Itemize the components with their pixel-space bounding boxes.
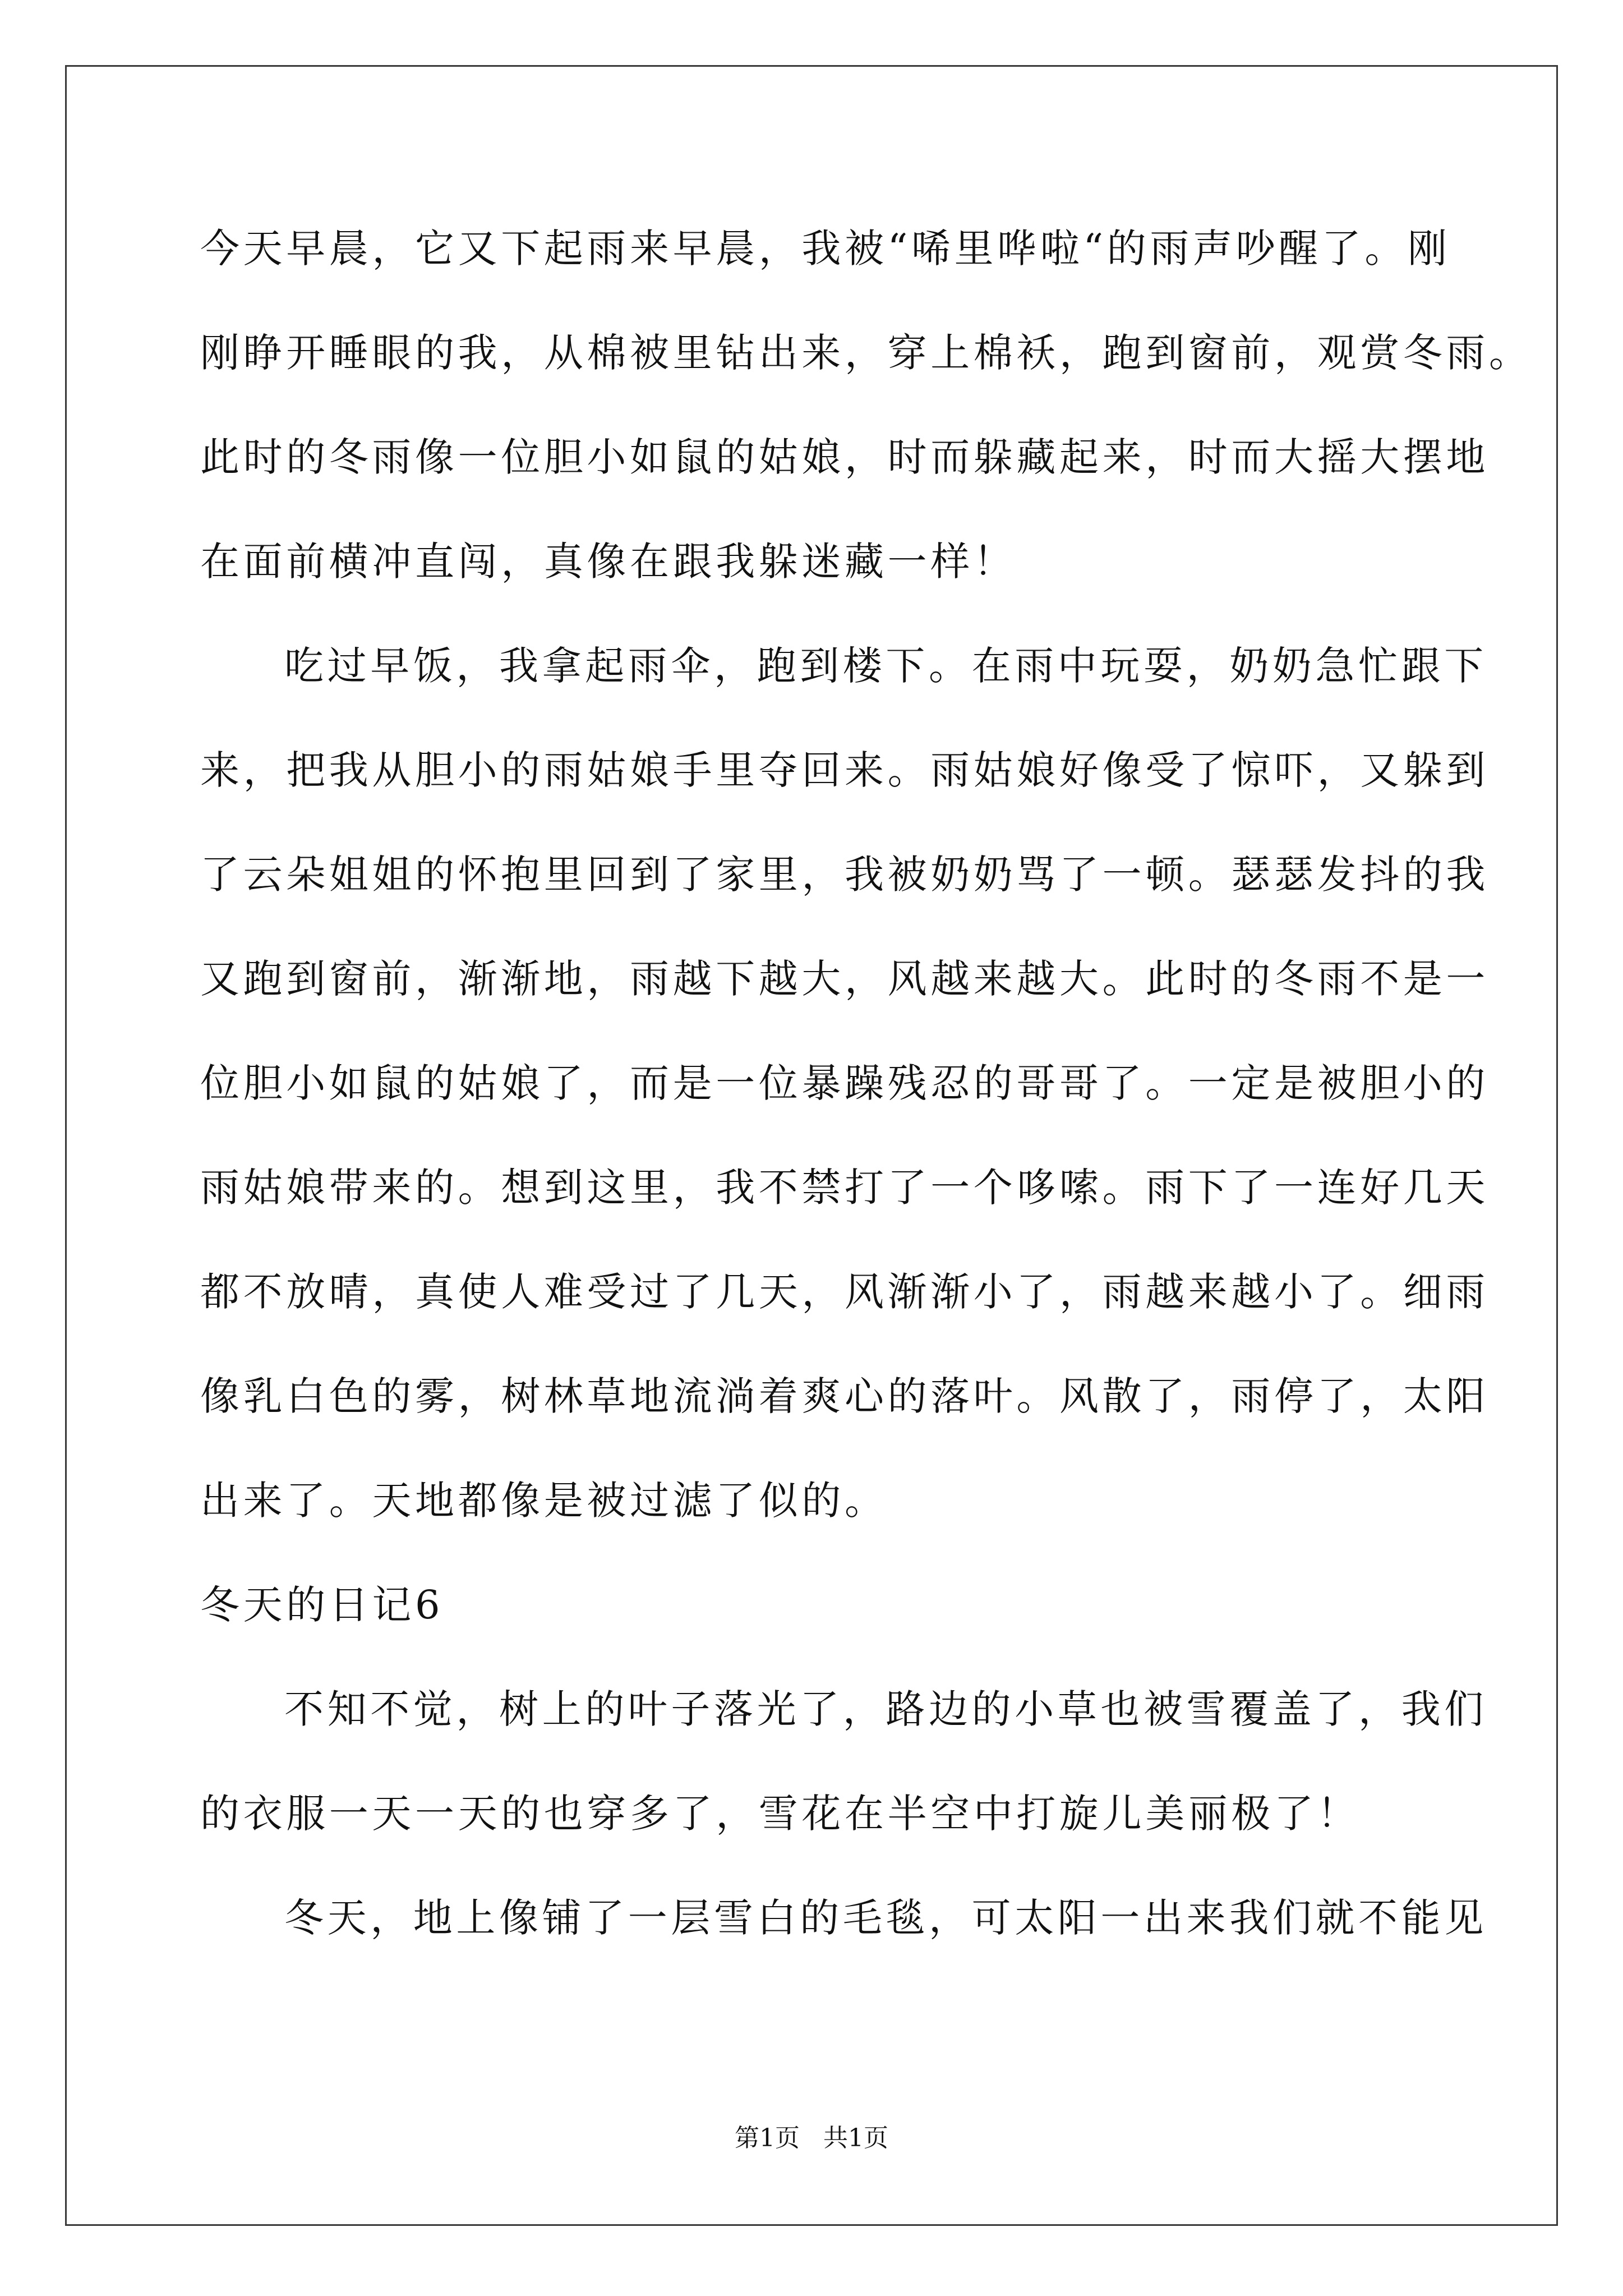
paragraph-2-line-1: 吃过早饭，我拿起雨伞，跑到楼下。在雨中玩耍，奶奶急忙跟下 (284, 643, 1487, 689)
paragraph-2-line-4: 又跑到窗前，渐渐地，雨越下越大，风越来越大。此时的冬雨不是一 (200, 956, 1489, 1002)
paragraph-2-line-5: 位胆小如鼠的姑娘了，而是一位暴躁残忍的哥哥了。一定是被胆小的 (200, 1060, 1489, 1106)
paragraph-1-line-1: 今天早晨，它又下起雨来早晨，我被“唏里哗啦“的雨声吵醒了。刚 (200, 226, 1451, 272)
paragraph-3-line-2: 的衣服一天一天的也穿多了，雪花在半空中打旋儿美丽极了！ (200, 1791, 1361, 1837)
section-heading: 冬天的日记6 (200, 1582, 444, 1628)
paragraph-1-line-2: 刚睁开睡眼的我，从棉被里钻出来，穿上棉袄，跑到窗前，观赏冬雨。 (200, 330, 1532, 376)
paragraph-2-line-6: 雨姑娘带来的。想到这里，我不禁打了一个哆嗦。雨下了一连好几天 (200, 1165, 1489, 1211)
paragraph-1-line-4: 在面前横冲直闯，真像在跟我躲迷藏一样！ (200, 539, 1017, 585)
paragraph-3-line-1: 不知不觉，树上的叶子落光了，路边的小草也被雪覆盖了，我们 (284, 1686, 1487, 1732)
paragraph-2-line-8: 像乳白色的雾，树林草地流淌着爽心的落叶。风散了，雨停了，太阳 (200, 1373, 1489, 1419)
paragraph-2-line-9: 出来了。天地都像是被过滤了似的。 (200, 1478, 888, 1524)
paragraph-1-line-3: 此时的冬雨像一位胆小如鼠的姑娘，时而躲藏起来，时而大摇大摆地 (200, 434, 1489, 480)
paragraph-2-line-3: 了云朵姐姐的怀抱里回到了家里，我被奶奶骂了一顿。瑟瑟发抖的我 (200, 852, 1489, 898)
paragraph-2-line-2: 来，把我从胆小的雨姑娘手里夺回来。雨姑娘好像受了惊吓，又躲到 (200, 747, 1489, 793)
page-number-footer: 第1页 共1页 (735, 2124, 888, 2152)
paragraph-4-line-1: 冬天，地上像铺了一层雪白的毛毯，可太阳一出来我们就不能见 (284, 1895, 1487, 1941)
paragraph-2-line-7: 都不放晴，真使人难受过了几天，风渐渐小了，雨越来越小了。细雨 (200, 1269, 1489, 1315)
